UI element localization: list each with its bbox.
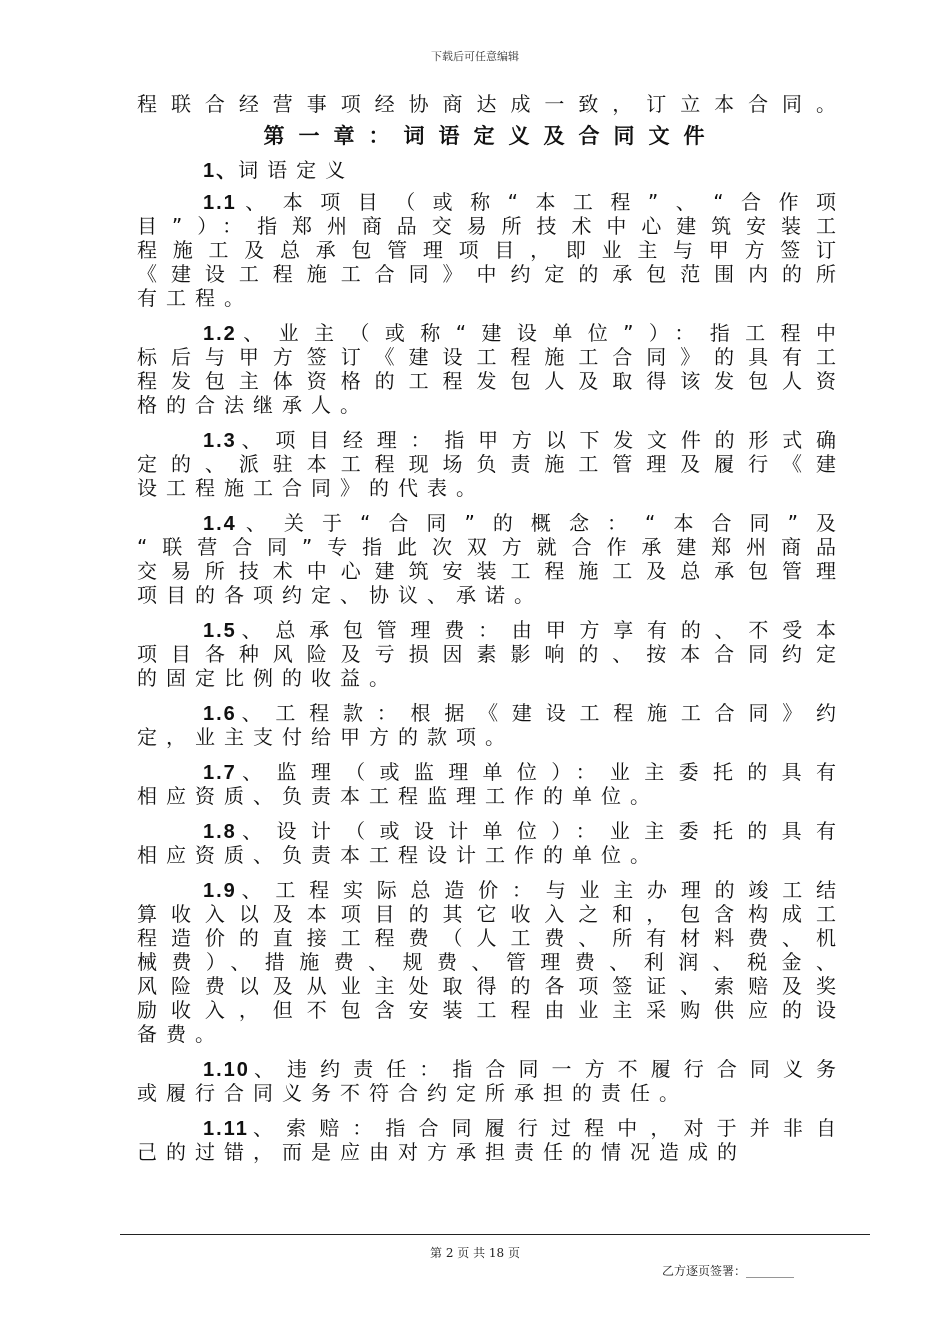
clause-number: 1.7 (203, 762, 237, 784)
clause-first-line (137, 618, 845, 642)
clause-line: 备费。 (137, 1022, 224, 1046)
clause-first-line (137, 511, 845, 535)
clause-line: 项目各种风险及亏损因素影响的、按本合同约定 (137, 642, 845, 666)
page-number: 第 2 页 共 18 页 (430, 1246, 520, 1260)
clause-line: 程发包主体资格的工程发包人及取得该发包人资 (137, 369, 845, 393)
clause-paragraph (137, 618, 845, 690)
clause-line: “联营合同”专指此次双方就合作承建郑州商品 (137, 535, 845, 559)
clause-paragraph (137, 511, 845, 607)
clause-paragraph (137, 428, 845, 500)
clause-paragraph (137, 1116, 845, 1164)
clause-list (137, 190, 845, 1164)
clause-first-line (137, 819, 845, 843)
clause-line: 设工程施工合同》的代表。 (137, 476, 485, 500)
section-heading-text: 词语定义 (238, 158, 355, 182)
chapter-title: 第一章：词语定义及合同文件 (263, 124, 719, 148)
clause-paragraph (137, 1057, 845, 1105)
clause-line: 定，业主支付给甲方的款项。 (137, 725, 514, 749)
signature-note: 乙方逐页签署：________ (662, 1264, 795, 1278)
clause-line: 算收入以及本项目的其它收入之和，包含构成工 (137, 902, 845, 926)
clause-line: 标后与甲方签订《建设工程施工合同》的具有工 (137, 345, 845, 369)
clause-number: 1.3 (203, 430, 237, 452)
clause-line: 目”）：指郑州商品交易所技术中心建筑安装工 (137, 214, 845, 238)
clause-line: 交易所技术中心建筑安装工程施工及总承包管理 (137, 559, 845, 583)
header-note: 下载后可任意编辑 (431, 50, 519, 63)
clause-paragraph (137, 190, 845, 310)
clause-number: 1.5 (203, 620, 237, 642)
clause-text: 、索赔：指合同履行过程中，对于并非自 (248, 1116, 845, 1140)
clause-text: 、设计（或设计单位）：业主委托的具有 (236, 819, 845, 843)
clause-line: 格的合法继承人。 (137, 393, 369, 417)
clause-paragraph (137, 760, 845, 808)
footer-divider (120, 1234, 870, 1235)
clause-line: 项目的各项约定、协议、承诺。 (137, 583, 543, 607)
section-number: 1、 (203, 160, 239, 182)
clause-text: 、项目经理：指甲方以下发文件的形式确 (236, 428, 845, 452)
clause-line: 械费）、措施费、规费、管理费、利润、税金、 (137, 950, 845, 974)
clause-line: 或履行合同义务不符合约定所承担的责任。 (137, 1081, 688, 1105)
clause-line: 程施工及总承包管理项目，即业主与甲方签订 (137, 238, 845, 262)
clause-first-line (137, 1116, 845, 1140)
clause-paragraph (137, 819, 845, 867)
clause-paragraph (137, 321, 845, 417)
clause-number: 1.1 (203, 192, 237, 214)
clause-number: 1.6 (203, 703, 237, 725)
clause-text: 、总承包管理费：由甲方享有的、不受本 (236, 618, 845, 642)
clause-line: 风险费以及从业主处取得的各项签证、索赔及奖 (137, 974, 845, 998)
clause-first-line (137, 321, 845, 345)
clause-first-line (137, 1057, 845, 1081)
opening-line: 程联合经营事项经协商达成一致，订立本合同。 (137, 92, 845, 116)
clause-number: 1.11 (203, 1118, 249, 1140)
clause-paragraph (137, 701, 845, 749)
clause-text: 、关于“合同”的概念：“本合同”及 (236, 511, 845, 535)
clause-first-line (137, 701, 845, 725)
clause-number: 1.2 (203, 323, 237, 345)
clause-line: 相应资质、负责本工程设计工作的单位。 (137, 843, 659, 867)
clause-text: 、本项目（或称“本工程”、“合作项 (236, 190, 845, 214)
document-body (137, 92, 845, 1175)
clause-number: 1.9 (203, 880, 237, 902)
clause-first-line (137, 878, 845, 902)
clause-line: 己的过错，而是应由对方承担责任的情况造成的 (137, 1140, 746, 1164)
clause-text: 、监理（或监理单位）：业主委托的具有 (236, 760, 845, 784)
clause-line: 程造价的直接工程费（人工费、所有材料费、机 (137, 926, 845, 950)
clause-text: 、工程实际总造价：与业主办理的竣工结 (236, 878, 845, 902)
clause-line: 励收入，但不包含安装工程由业主采购供应的设 (137, 998, 845, 1022)
clause-first-line (137, 428, 845, 452)
clause-first-line (137, 760, 845, 784)
clause-line: 的固定比例的收益。 (137, 666, 398, 690)
clause-text: 、工程款：根据《建设工程施工合同》约 (236, 701, 845, 725)
clause-text: 、违约责任：指合同一方不履行合同义务 (249, 1057, 845, 1081)
clause-number: 1.8 (203, 821, 237, 843)
clause-line: 有工程。 (137, 286, 253, 310)
clause-paragraph (137, 878, 845, 1046)
clause-first-line (137, 190, 845, 214)
clause-line: 《建设工程施工合同》中约定的承包范围内的所 (137, 262, 845, 286)
section-heading (137, 158, 845, 182)
clause-number: 1.10 (203, 1059, 250, 1081)
clause-line: 定的、派驻本工程现场负责施工管理及履行《建 (137, 452, 845, 476)
clause-line: 相应资质、负责本工程监理工作的单位。 (137, 784, 659, 808)
clause-number: 1.4 (203, 513, 237, 535)
clause-text: 、业主（或称“建设单位”）：指工程中 (236, 321, 845, 345)
